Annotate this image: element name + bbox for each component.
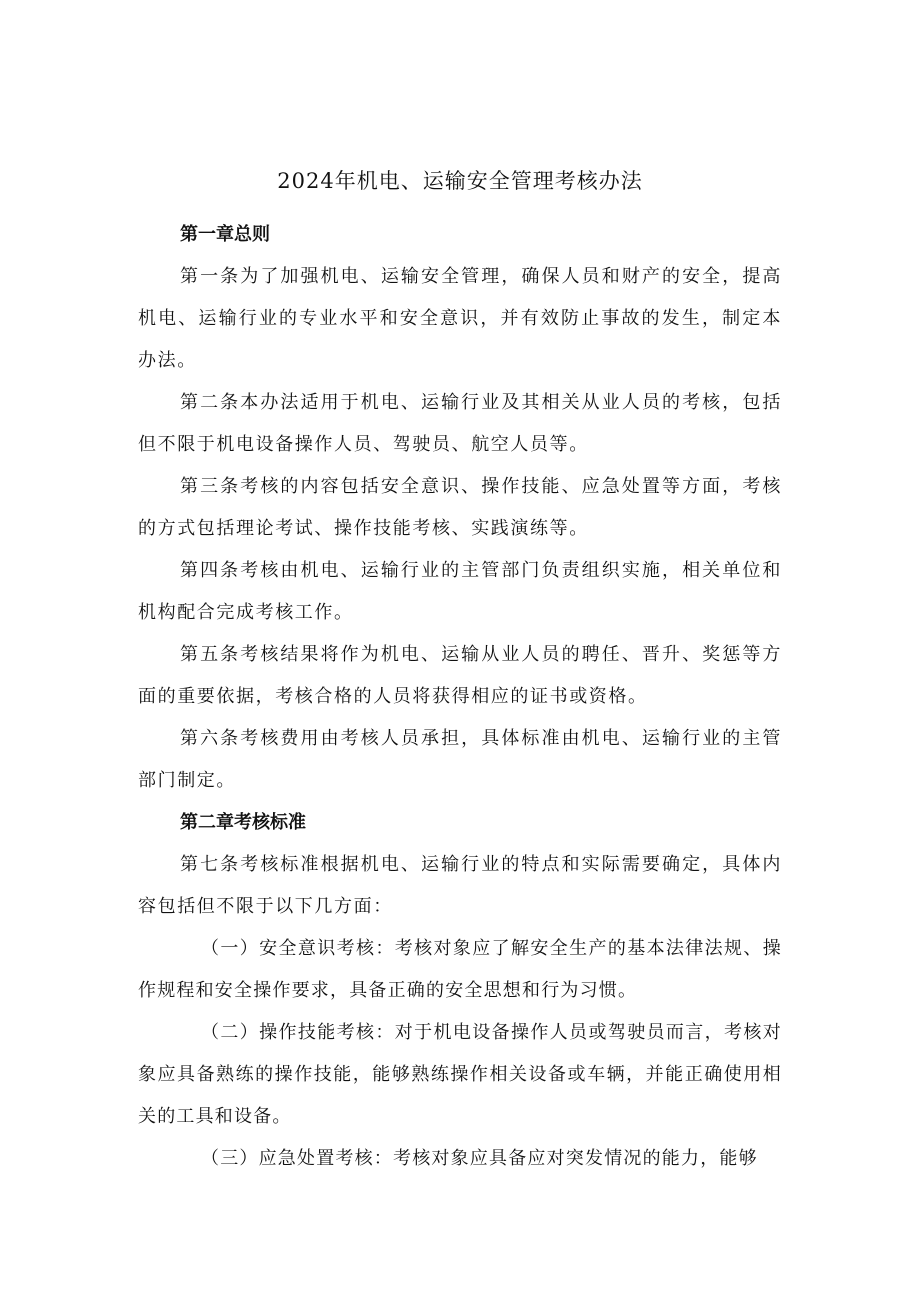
article-7: 第七条考核标准根据机电、运输行业的特点和实际需要确定，具体内容包括但不限于以下几方面： xyxy=(138,854,782,917)
article-3: 第三条考核的内容包括安全意识、操作技能、应急处置等方面，考核的方式包括理论考试、操作技能考核、实践演练等。 xyxy=(138,476,782,539)
standard-item-3: （三）应急处置考核：考核对象应具备应对突发情况的能力，能够 xyxy=(201,1148,758,1169)
standard-item-1: （一）安全意识考核：考核对象应了解安全生产的基本法律法规、操作规程和安全操作要求，具备正确的安全思想和行为习惯。 xyxy=(138,938,782,1001)
article-6: 第六条考核费用由考核人员承担，具体标准由机电、运输行业的主管部门制定。 xyxy=(138,728,782,791)
document-title: 2024年机电、运输安全管理考核办法 xyxy=(277,169,643,193)
chapter-1-heading: 第一章总则 xyxy=(180,224,270,245)
article-2: 第二条本办法适用于机电、运输行业及其相关从业人员的考核，包括但不限于机电设备操作人员、驾驶员、航空人员等。 xyxy=(138,392,782,455)
article-4: 第四条考核由机电、运输行业的主管部门负责组织实施，相关单位和机构配合完成考核工作。 xyxy=(138,560,782,623)
chapter-2-heading: 第二章考核标准 xyxy=(180,812,306,833)
article-1: 第一条为了加强机电、运输安全管理，确保人员和财产的安全，提高机电、运输行业的专业水平和安全意识，并有效防止事故的发生，制定本办法。 xyxy=(138,266,782,371)
article-5: 第五条考核结果将作为机电、运输从业人员的聘任、晋升、奖惩等方面的重要依据，考核合格的人员将获得相应的证书或资格。 xyxy=(138,644,782,707)
standard-item-2: （二）操作技能考核：对于机电设备操作人员或驾驶员而言，考核对象应具备熟练的操作技能，能够熟练操作相关设备或车辆，并能正确使用相关的工具和设备。 xyxy=(138,1022,782,1127)
